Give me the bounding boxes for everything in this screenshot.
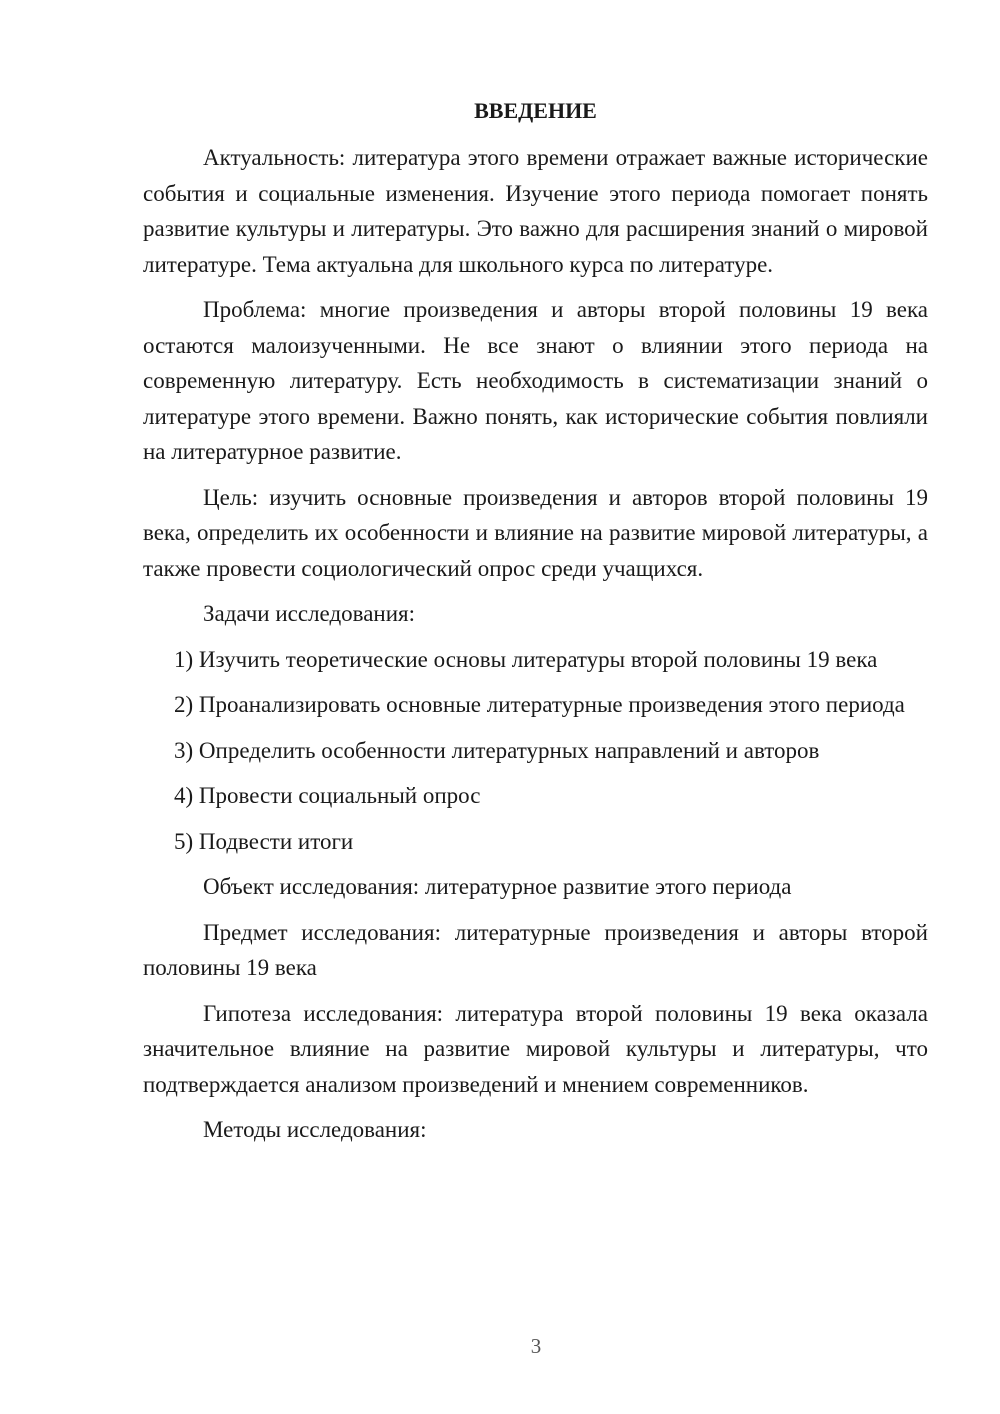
task-item: 3) Определить особенности литературных направлений и авторов xyxy=(174,737,820,763)
paragraph-methods-heading: Методы исследования: xyxy=(203,1117,427,1142)
section-title: ВВЕДЕНИЕ xyxy=(474,98,597,123)
task-item: 2) Проанализировать основные литературные произведения этого периода xyxy=(174,692,905,717)
paragraph-problem: Проблема: многие произведения и авторы второй половины 19 века остаются малоизученными. Не все знают о влиянии этого периода на современную литературу. Есть необходимость в систематизации знаний о литературе этого времени. Важно понять, как исторические события повлияли на литературное развитие. xyxy=(143,297,928,464)
paragraph-object: Объект исследования: литературное развитие этого периода xyxy=(203,874,792,899)
task-item: 4) Провести социальный опрос xyxy=(174,783,481,808)
paragraph-tasks-heading: Задачи исследования: xyxy=(203,601,416,626)
paragraph-hypothesis: Гипотеза исследования: литература второй половины 19 века оказала значительное влияние на развитие мировой культуры и литературы, что подтверждается анализом произведений и мнением современников. xyxy=(143,1000,928,1097)
task-item: 5) Подвести итоги xyxy=(174,828,354,854)
task-item: 1) Изучить теоретические основы литературы второй половины 19 века xyxy=(174,646,878,672)
paragraph-goal: Цель: изучить основные произведения и авторов второй половины 19 века, определить их особенности и влияние на развитие мировой литературы, а также провести социологический опрос среди учащихся. xyxy=(143,484,928,581)
paragraph-relevance: Актуальность: литература этого времени отражает важные исторические события и социальные изменения. Изучение этого периода помогает понять развитие культуры и литературы. Это важно для расширения знаний о мировой литературе. Тема актуальна для школьного курса по литературе. xyxy=(143,145,928,277)
page-content xyxy=(143,96,928,1158)
page-number: 3 xyxy=(530,1334,542,1358)
paragraph-subject: Предмет исследования: литературные произведения и авторы второй половины 19 века xyxy=(143,919,928,980)
